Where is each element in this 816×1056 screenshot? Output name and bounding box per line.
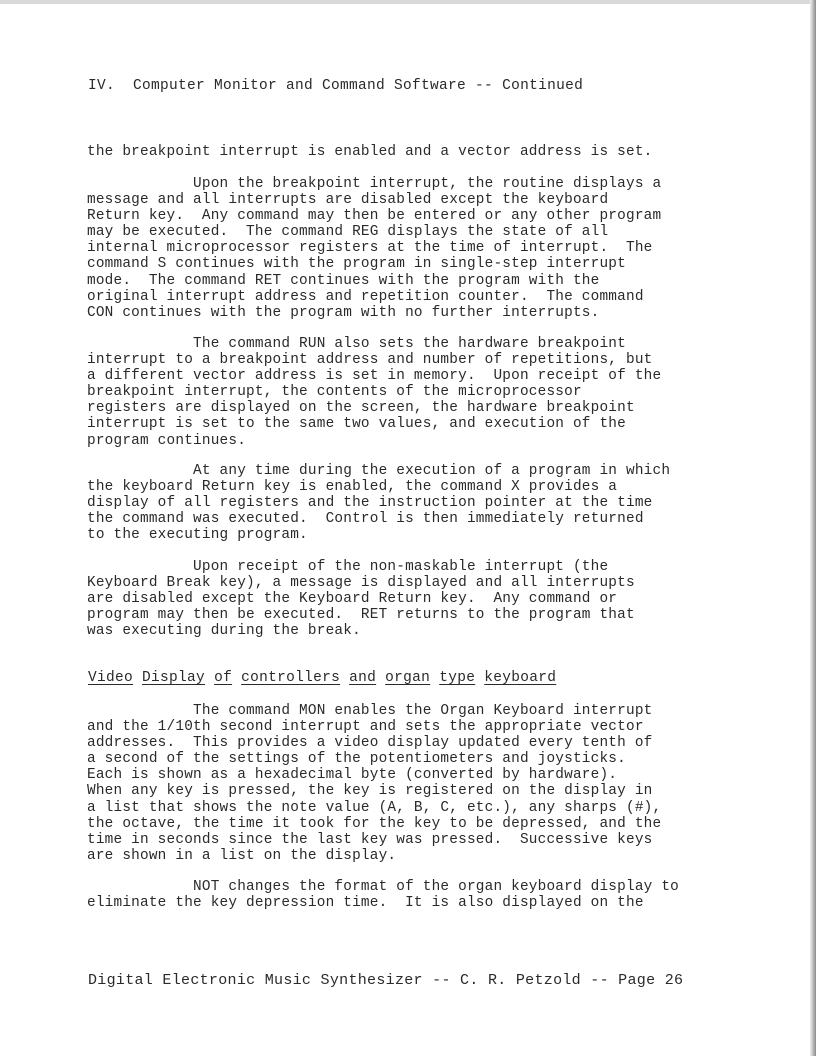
heading-word: organ xyxy=(385,670,431,686)
page-top-edge xyxy=(0,0,816,4)
paragraph-x-command: At any time during the execution of a program in which the keyboard Return key is enabled, the command X provides a display of all registers and the instruction pointer at the time the command was executed. Control is then immediately returned to the executing program. xyxy=(87,463,671,544)
video-display-heading xyxy=(88,670,556,686)
paragraph-not-command: NOT changes the format of the organ keyboard display to eliminate the key depression time. It is also displayed on the xyxy=(87,879,679,912)
heading-word: and xyxy=(349,670,377,686)
page-right-edge xyxy=(810,0,816,1056)
heading-word: of xyxy=(214,670,233,686)
paragraph-breakpoint-continued: the breakpoint interrupt is enabled and a vector address is set. xyxy=(87,144,653,160)
heading-word: keyboard xyxy=(484,670,557,686)
section-header: IV. Computer Monitor and Command Software -- Continued xyxy=(88,78,584,94)
heading-word: type xyxy=(439,670,476,686)
heading-word: controllers xyxy=(241,670,341,686)
heading-word: Video xyxy=(88,670,134,686)
page-footer: Digital Electronic Music Synthesizer -- C. R. Petzold -- Page 26 xyxy=(88,972,684,989)
heading-word: Display xyxy=(142,670,206,686)
paragraph-run-command: The command RUN also sets the hardware breakpoint interrupt to a breakpoint address and number of repetitions, but a different vector address is set in memory. Upon receipt of the breakpoint interrupt, the contents of the microprocessor registers are displayed on the screen, the hardware breakpoint interrupt is set to the same two values, and execution of the program continues. xyxy=(87,336,662,449)
paragraph-non-maskable-interrupt: Upon receipt of the non-maskable interrupt (the Keyboard Break key), a message is displayed and all interrupts are disabled except the Keyboard Return key. Any command or program may then be executed. RET returns to the program that was executing during the break. xyxy=(87,559,635,640)
paragraph-mon-command: The command MON enables the Organ Keyboard interrupt and the 1/10th second interrupt and sets the appropriate vector addresses. This provides a video display updated every tenth of a second of the settings of the potentiometers and joysticks. Each is shown as a hexadecimal byte (converted by hardware). When any key is pressed, the key is registered on the display in a list that shows the note value (A, B, C, etc.), any sharps (#), the octave, the time it took for the key to be depressed, and the time in seconds since the last key was pressed. Successive keys are shown in a list on the display. xyxy=(87,703,662,864)
paragraph-breakpoint-interrupt: Upon the breakpoint interrupt, the routine displays a message and all interrupts are disabled except the keyboard Return key. Any command may then be entered or any other program may be executed. The command REG displays the state of all internal microprocessor registers at the time of interrupt. The command S continues with the program in single-step interrupt mode. The command RET continues with the program with the original interrupt address and repetition counter. The command CON continues with the program with no further interrupts. xyxy=(87,176,662,321)
